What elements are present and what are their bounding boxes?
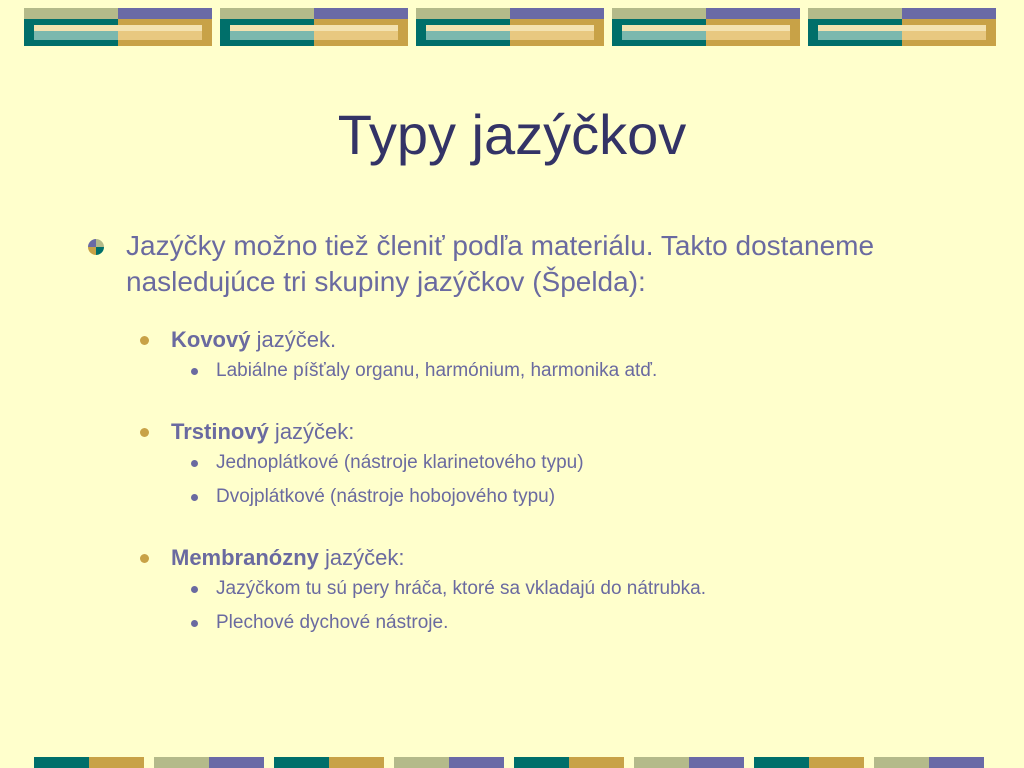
list-item-text: Jednoplátkové (nástroje klarinetového typu) xyxy=(216,452,584,473)
group-heading xyxy=(140,544,986,572)
group-membranozny xyxy=(86,544,986,640)
group-name: Trstinový xyxy=(171,419,269,444)
bottom-decoration xyxy=(34,757,990,768)
group-heading xyxy=(140,326,986,354)
intro-text: Jazýčky možno tiež členiť podľa materiálu. Takto dostaneme nasledujúce tri skupiny jazýčkov (Špelda): xyxy=(126,230,875,297)
bullet-dot-icon xyxy=(191,368,198,375)
list-item xyxy=(191,480,986,514)
bullet-dot-icon xyxy=(191,494,198,501)
bullet-dot-icon xyxy=(191,620,198,627)
slide-title: Typy jazýčkov xyxy=(337,103,687,166)
list-item xyxy=(191,572,986,606)
decor-tile xyxy=(612,8,800,46)
list-item-text: Dvojplátkové (nástroje hobojového typu) xyxy=(216,486,556,507)
decor-tile xyxy=(24,8,212,46)
bullet-dot-icon xyxy=(140,336,149,345)
group-kovovy xyxy=(86,326,986,388)
quadrant-bullet-icon xyxy=(88,239,104,255)
bullet-dot-icon xyxy=(140,554,149,563)
decor-tile xyxy=(220,8,408,46)
list-item xyxy=(191,354,986,388)
list-item xyxy=(191,446,986,480)
decor-tile xyxy=(808,8,996,46)
group-heading xyxy=(140,418,986,446)
list-item xyxy=(191,606,986,640)
group-trstinovy xyxy=(86,418,986,514)
list-item-text: Plechové dychové nástroje. xyxy=(216,612,449,633)
group-rest: jazýček: xyxy=(268,419,355,444)
group-rest: jazýček: xyxy=(318,545,405,570)
group-name: Membranózny xyxy=(171,545,319,570)
bullet-dot-icon xyxy=(191,586,198,593)
group-rest: jazýček. xyxy=(250,327,337,352)
list-item-text: Jazýčkom tu sú pery hráča, ktoré sa vkladajú do nátrubka. xyxy=(216,578,707,599)
top-decoration xyxy=(24,8,1000,46)
slide-body xyxy=(86,228,986,640)
bullet-dot-icon xyxy=(191,460,198,467)
decor-tile xyxy=(416,8,604,46)
intro-bullet xyxy=(86,228,986,300)
list-item-text: Labiálne píšťaly organu, harmónium, harmonika atď. xyxy=(216,360,658,381)
bullet-dot-icon xyxy=(140,428,149,437)
group-name: Kovový xyxy=(171,327,251,352)
